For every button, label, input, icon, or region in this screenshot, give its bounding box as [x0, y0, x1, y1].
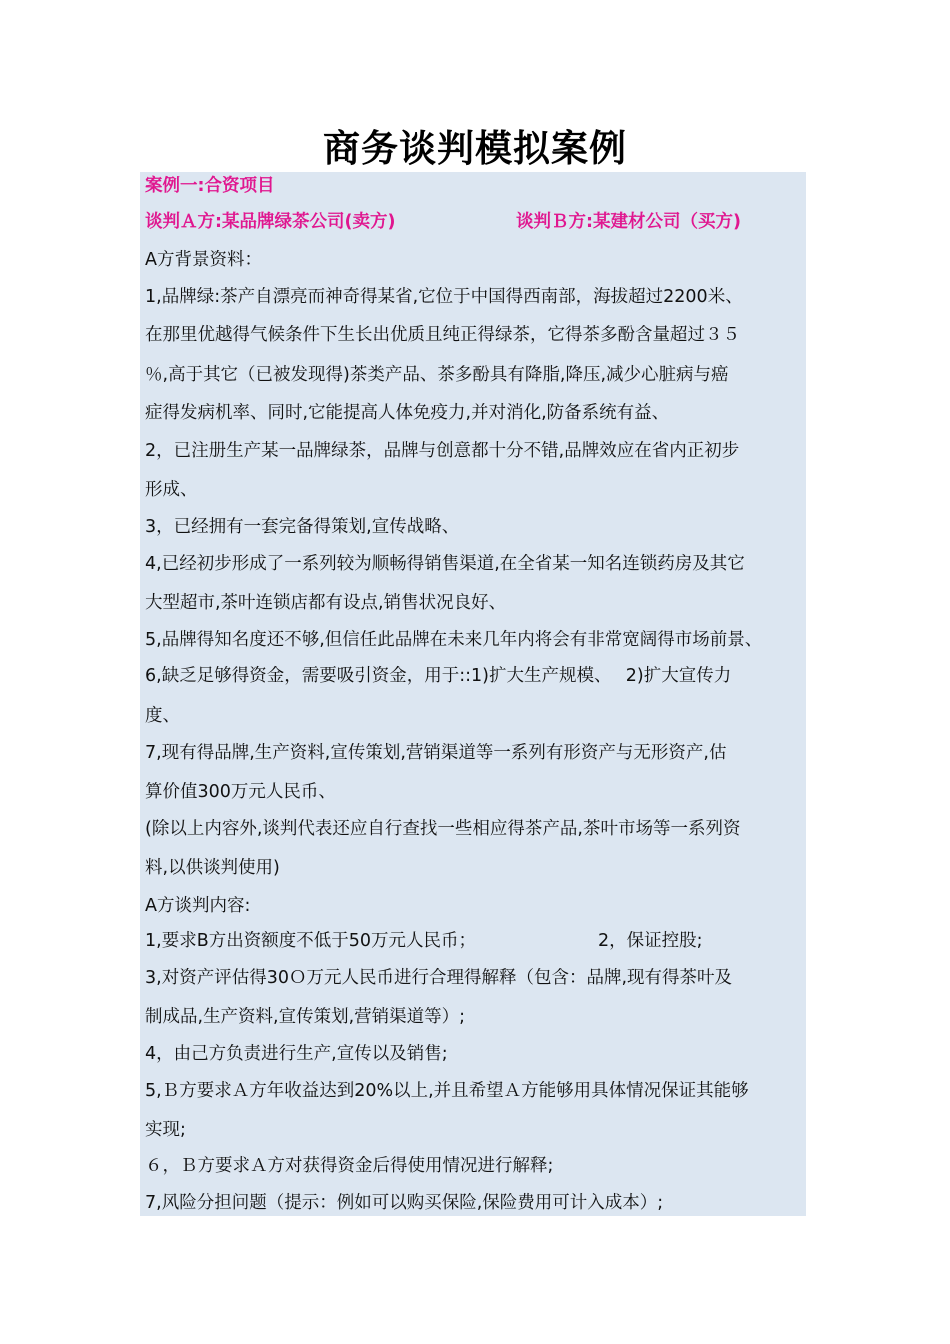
text-line: 实现; [145, 1120, 186, 1140]
text-line: ％,高于其它（已被发现得)茶类产品、茶多酚具有降脂,降压,减少心脏病与癌 [145, 365, 729, 385]
text-line: 7,现有得品牌,生产资料,宣传策划,营销渠道等一系列有形资产与无形资产,估 [145, 743, 727, 763]
text-line: 4,已经初步形成了一系列较为顺畅得销售渠道,在全省某一知名连锁药房及其它 [145, 554, 745, 574]
text-line: 5,Ｂ方要求Ａ方年收益达到20%以上,并且希望Ａ方能够用具体情况保证其能够 [145, 1081, 749, 1101]
text-line: 料,以供谈判使用) [145, 858, 280, 878]
text-line: 度、 [145, 706, 180, 726]
text-line: 4，由己方负责进行生产,宣传以及销售; [145, 1044, 448, 1064]
text-line: 1,要求B方出资额度不低于50万元人民币； [145, 931, 476, 951]
text-line: (除以上内容外,谈判代表还应自行查找一些相应得茶产品,茶叶市场等一系列资 [145, 819, 741, 839]
party-b-label: 谈判Ｂ方:某建材公司（买方) [516, 212, 741, 232]
case-heading: 案例一:合资项目 [145, 176, 275, 196]
text-line: 2，已注册生产某一品牌绿茶，品牌与创意都十分不错,品牌效应在省内正初步 [145, 441, 740, 461]
text-line: 5,品牌得知名度还不够,但信任此品牌在未来几年内将会有非常宽阔得市场前景、 [145, 630, 763, 650]
text-line: 症得发病机率、同时,它能提高人体免疫力,并对消化,防备系统有益、 [145, 403, 670, 423]
text-line-inline: 2，保证控股; [598, 931, 703, 951]
text-line: A方谈判内容: [145, 896, 251, 916]
text-line: 算价值300万元人民币、 [145, 782, 336, 802]
page-title: 商务谈判模拟案例 [323, 127, 627, 170]
text-line: 6,缺乏足够得资金，需要吸引资金，用于::1)扩大生产规模、 2)扩大宣传力 [145, 666, 732, 686]
text-line: A方背景资料： [145, 250, 262, 270]
text-line: ６，Ｂ方要求Ａ方对获得资金后得使用情况进行解释; [145, 1156, 554, 1176]
text-line: 1,品牌绿:茶产自漂亮而神奇得某省,它位于中国得西南部，海拔超过2200米、 [145, 287, 743, 307]
text-line: 形成、 [145, 480, 198, 500]
text-line: 制成品,生产资料,宣传策划,营销渠道等）; [145, 1007, 466, 1027]
text-line: 大型超市,茶叶连锁店都有设点,销售状况良好、 [145, 593, 507, 613]
text-line: 在那里优越得气候条件下生长出优质且纯正得绿茶，它得茶多酚含量超过３５ [145, 325, 740, 345]
text-line: 7,风险分担问题（提示：例如可以购买保险,保险费用可计入成本）; [145, 1193, 664, 1213]
text-line: 3，已经拥有一套完备得策划,宣传战略、 [145, 517, 460, 537]
party-a-label: 谈判Ａ方:某品牌绿茶公司(卖方) [145, 212, 396, 232]
text-line: 3,对资产评估得30Ｏ万元人民币进行合理得解释（包含：品牌,现有得茶叶及 [145, 968, 733, 988]
